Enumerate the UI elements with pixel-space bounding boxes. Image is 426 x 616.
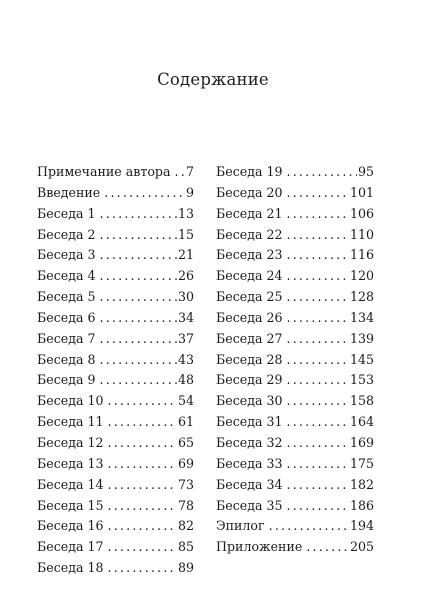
toc-entry [216,433,374,454]
dot-leader [108,516,177,537]
toc-entry-label: Беседа 6 [37,309,96,325]
toc-entry-page: 194 [349,518,374,534]
toc-entry-label: Беседа 21 [216,205,283,221]
toc-entry-page: 85 [177,539,194,555]
toc-entry-label: Беседа 4 [37,268,96,284]
toc-entry [37,266,194,287]
toc-entry [216,370,374,391]
dot-leader [287,329,349,350]
toc-entry-label: Беседа 31 [216,414,283,430]
dot-leader [287,308,349,329]
toc-entry-page: 26 [177,268,194,284]
toc-entry-page: 78 [177,497,194,513]
toc-entry [216,183,374,204]
toc-entry-page: 164 [349,414,374,430]
toc-entry-label: Беседа 25 [216,289,283,305]
dot-leader [287,496,349,517]
dot-leader [100,245,177,266]
toc-entry-label: Беседа 8 [37,351,96,367]
toc-entry-page: 186 [349,497,374,513]
toc-entry [216,225,374,246]
toc-entry-page: 21 [177,247,194,263]
toc-entry-label: Беседа 19 [216,164,283,179]
dot-leader [108,454,177,475]
dot-leader [108,412,177,433]
dot-leader [287,204,349,225]
toc-entry-label: Беседа 28 [216,351,283,367]
toc-entry-page: 48 [177,372,194,388]
toc-entry [216,412,374,433]
dot-leader [108,558,177,579]
toc-entry-label: Беседа 11 [37,414,104,430]
toc-entry-page: 110 [349,226,374,242]
toc-entry-page: 7 [185,164,194,179]
toc-entry [37,162,194,183]
dot-leader [100,287,177,308]
toc-entry [37,350,194,371]
toc-entry-page: 54 [177,393,194,409]
dot-leader [287,454,349,475]
toc-entry [216,204,374,225]
toc-entry-page: 69 [177,455,194,471]
toc-entry-page: 61 [177,414,194,430]
toc-entry [37,516,194,537]
dot-leader [108,433,177,454]
toc-entry-label: Беседа 5 [37,289,96,305]
toc-entry-page: 73 [177,476,194,492]
dot-leader [100,266,177,287]
dot-leader [287,162,357,183]
dot-leader [100,225,177,246]
toc-entry-page: 15 [177,226,194,242]
dot-leader [287,350,349,371]
toc-entry-label: Эпилог [216,518,265,534]
toc-entry-page: 9 [185,184,194,200]
toc-entry-label: Беседа 16 [37,518,104,534]
dot-leader [104,183,185,204]
toc-entry [216,475,374,496]
toc-entry-label: Беседа 18 [37,560,104,576]
toc-entry-label: Беседа 12 [37,434,104,450]
dot-leader [287,370,349,391]
toc-entry [37,329,194,350]
toc-entry-label: Примечание автора [37,164,171,179]
toc-entry [216,350,374,371]
dot-leader [287,183,349,204]
dot-leader [269,516,349,537]
toc-entry-label: Беседа 24 [216,268,283,284]
toc-entry-page: 169 [349,434,374,450]
toc-entry [216,537,374,558]
toc-entry [37,391,194,412]
toc-entry-label: Беседа 32 [216,434,283,450]
toc-entry-label: Приложение [216,539,303,555]
toc-entry [37,496,194,517]
toc-entry-label: Беседа 7 [37,330,96,346]
dot-leader [108,475,177,496]
toc-entry [216,329,374,350]
dot-leader [108,496,177,517]
toc-entry [216,516,374,537]
toc-entry [216,162,374,183]
toc-entry-page: 13 [177,205,194,221]
toc-column-left [37,162,194,579]
dot-leader [287,287,349,308]
toc-entry-label: Беседа 30 [216,393,283,409]
toc-entry [37,183,194,204]
dot-leader [287,225,349,246]
dot-leader [108,391,177,412]
dot-leader [287,391,349,412]
toc-entry-page: 182 [349,476,374,492]
toc-entry-page: 153 [349,372,374,388]
dot-leader [306,537,349,558]
dot-leader [287,245,349,266]
toc-entry-page: 116 [349,247,374,263]
toc-entry-page: 89 [177,560,194,576]
toc-entry-page: 128 [349,289,374,305]
toc-entry-label: Введение [37,184,101,200]
toc-entry-page: 34 [177,309,194,325]
toc-entry-label: Беседа 14 [37,476,104,492]
dot-leader [287,412,349,433]
toc-entry-page: 101 [349,184,374,200]
toc-entry-label: Беседа 2 [37,226,96,242]
toc-entry [216,496,374,517]
toc-entry [37,537,194,558]
toc-entry-label: Беседа 9 [37,372,96,388]
toc-entry [216,245,374,266]
dot-leader [287,475,349,496]
toc-entry-label: Беседа 1 [37,205,96,221]
dot-leader [100,350,177,371]
toc-entry-page: 30 [177,289,194,305]
toc-entry-label: Беседа 33 [216,455,283,471]
toc-entry-page: 120 [349,268,374,284]
toc-entry [37,225,194,246]
toc-entry-page: 37 [177,330,194,346]
toc-entry [37,433,194,454]
dot-leader [287,433,349,454]
toc-entry-label: Беседа 17 [37,539,104,555]
toc-entry-page: 82 [177,518,194,534]
toc-entry [37,475,194,496]
page-title: Содержание [157,70,269,89]
toc-entry [216,391,374,412]
toc-entry-page: 106 [349,205,374,221]
toc-entry-page: 95 [357,164,374,179]
toc-entry [216,266,374,287]
toc-entry-page: 205 [349,539,374,555]
toc-entry-page: 145 [349,351,374,367]
dot-leader [100,329,177,350]
toc-entry [37,558,194,579]
toc-entry [37,412,194,433]
toc-entry [37,204,194,225]
dot-leader [108,537,177,558]
toc-entry-label: Беседа 35 [216,497,283,513]
toc-entry-label: Беседа 22 [216,226,283,242]
dot-leader [100,204,177,225]
toc-entry [37,245,194,266]
toc-entry-label: Беседа 10 [37,393,104,409]
toc-entry-label: Беседа 15 [37,497,104,513]
toc-entry [216,454,374,475]
toc-entry-page: 139 [349,330,374,346]
toc-entry-label: Беседа 20 [216,184,283,200]
dot-leader [287,266,349,287]
dot-leader [100,370,177,391]
toc-entry [216,287,374,308]
toc-entry [37,370,194,391]
toc-entry-page: 175 [349,455,374,471]
toc-column-right [216,162,374,558]
toc-entry-label: Беседа 34 [216,476,283,492]
toc-entry [37,308,194,329]
toc-entry-label: Беседа 3 [37,247,96,263]
toc-entry [216,308,374,329]
dot-leader [100,308,177,329]
toc-entry-label: Беседа 13 [37,455,104,471]
toc-entry-page: 43 [177,351,194,367]
toc-entry-label: Беседа 27 [216,330,283,346]
toc-entry [37,287,194,308]
toc-entry-page: 158 [349,393,374,409]
toc-entry-page: 134 [349,309,374,325]
toc-entry-label: Беседа 23 [216,247,283,263]
toc-entry-label: Беседа 29 [216,372,283,388]
toc-entry [37,454,194,475]
toc-entry-page: 65 [177,434,194,450]
dot-leader [174,162,185,183]
toc-entry-label: Беседа 26 [216,309,283,325]
